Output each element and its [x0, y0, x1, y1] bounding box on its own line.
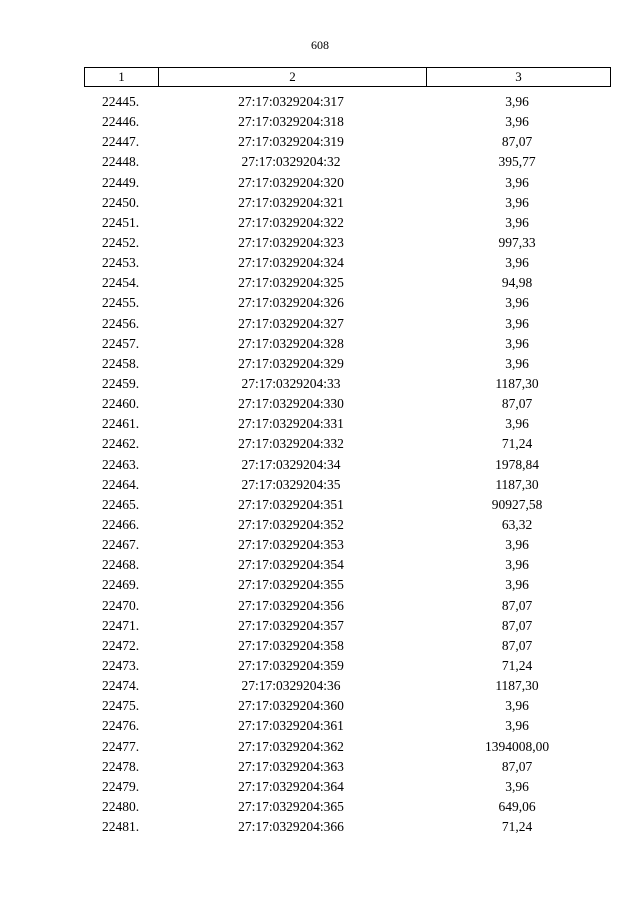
- row-number-cell: 22459.: [101, 376, 140, 392]
- value-cell: 3,96: [505, 718, 529, 734]
- row-number-cell: 22455.: [101, 295, 140, 311]
- cadastral-number-cell: 27:17:0329204:317: [238, 94, 344, 110]
- row-number-cell: 22454.: [101, 275, 140, 291]
- column-header-1: 1: [118, 69, 125, 84]
- table-row: [84, 273, 611, 293]
- value-cell: 1394008,00: [484, 738, 550, 754]
- value-cell: 1187,30: [495, 678, 539, 694]
- row-number-cell: 22461.: [101, 416, 140, 432]
- row-number-cell: 22463.: [101, 456, 140, 472]
- cadastral-number-cell: 27:17:0329204:354: [238, 557, 344, 573]
- cadastral-number-cell: 27:17:0329204:362: [238, 738, 344, 754]
- row-number-cell: 22478.: [101, 758, 140, 774]
- cadastral-number-cell: 27:17:0329204:322: [238, 214, 344, 230]
- row-number-cell: 22472.: [101, 637, 140, 653]
- row-number-cell: 22453.: [101, 255, 140, 271]
- table-row: [84, 475, 611, 495]
- cadastral-number-cell: 27:17:0329204:366: [238, 819, 344, 835]
- cadastral-number-cell: 27:17:0329204:325: [238, 275, 344, 291]
- value-cell: 3,96: [505, 94, 529, 110]
- value-cell: 3,96: [505, 335, 529, 351]
- table-row: [84, 173, 611, 193]
- row-number-cell: 22473.: [101, 658, 140, 673]
- row-number-cell: 22458.: [101, 355, 140, 371]
- cadastral-number-cell: 27:17:0329204:33: [241, 376, 341, 392]
- cadastral-number-cell: 27:17:0329204:330: [238, 396, 344, 412]
- table-row: [84, 293, 611, 313]
- row-number-cell: 22470.: [101, 597, 140, 613]
- value-cell: 3,96: [505, 174, 529, 190]
- table-row: [84, 394, 611, 414]
- value-cell: 3,96: [505, 778, 529, 794]
- value-cell: 87,07: [501, 396, 533, 412]
- table-row: [84, 777, 611, 797]
- table-row: [84, 817, 611, 837]
- cadastral-number-cell: 27:17:0329204:328: [238, 335, 344, 351]
- row-number-cell: 22448.: [101, 154, 140, 170]
- row-number-cell: 22466.: [101, 517, 140, 533]
- row-number-cell: 22447.: [101, 134, 140, 150]
- table-row: [84, 676, 611, 696]
- value-cell: 3,96: [505, 355, 529, 371]
- table-row: [84, 716, 611, 736]
- value-cell: 63,32: [501, 517, 533, 533]
- cadastral-number-cell: 27:17:0329204:357: [238, 617, 344, 633]
- table-row: [84, 193, 611, 213]
- row-number-cell: 22468.: [101, 557, 140, 573]
- value-cell: 87,07: [501, 617, 533, 633]
- table-row: [84, 314, 611, 334]
- table-row: [84, 515, 611, 535]
- table-row: [84, 535, 611, 555]
- value-cell: 3,96: [505, 577, 529, 593]
- column-header-2: 2: [158, 68, 426, 86]
- cadastral-number-cell: 27:17:0329204:36: [241, 678, 341, 694]
- cadastral-number-cell: 27:17:0329204:352: [238, 517, 344, 533]
- cadastral-number-cell: 27:17:0329204:324: [238, 255, 344, 271]
- table-row: [84, 414, 611, 434]
- value-cell: 1978,84: [495, 456, 539, 472]
- value-cell: 71,24: [501, 436, 533, 452]
- cadastral-number-cell: 27:17:0329204:353: [238, 537, 344, 553]
- table-row: [84, 797, 611, 817]
- value-cell: 997,33: [498, 235, 536, 251]
- table-row: [84, 213, 611, 233]
- cadastral-number-cell: 27:17:0329204:365: [238, 798, 344, 814]
- table-row: [84, 616, 611, 636]
- row-number-cell: 22469.: [101, 577, 140, 593]
- cadastral-number-cell: 27:17:0329204:332: [238, 436, 344, 452]
- cadastral-number-cell: 27:17:0329204:358: [238, 637, 344, 653]
- table-row: [84, 575, 611, 595]
- table-row: [84, 152, 611, 172]
- row-number-cell: 22474.: [101, 678, 140, 694]
- cadastral-number-cell: 27:17:0329204:327: [238, 315, 344, 331]
- cadastral-number-cell: 27:17:0329204:360: [238, 698, 344, 714]
- row-number-cell: 22460.: [101, 396, 140, 412]
- value-cell: 87,07: [501, 637, 533, 653]
- table-row: [84, 696, 611, 716]
- table-row: [84, 132, 611, 152]
- cadastral-number-cell: 27:17:0329204:355: [238, 577, 344, 593]
- table-row: [84, 495, 611, 515]
- column-header-3: 3: [426, 68, 610, 86]
- cadastral-number-cell: 27:17:0329204:331: [238, 416, 344, 432]
- row-number-cell: 22476.: [101, 718, 140, 734]
- table-row: [84, 354, 611, 374]
- value-cell: 395,77: [498, 154, 536, 170]
- row-number-cell: 22457.: [101, 335, 140, 351]
- table-row: [84, 455, 611, 475]
- row-number-cell: 22481.: [101, 819, 140, 835]
- cadastral-number-cell: 27:17:0329204:361: [238, 718, 344, 734]
- value-cell: 1187,30: [495, 376, 539, 392]
- row-number-cell: 22445.: [101, 94, 140, 110]
- row-number-cell: 22467.: [101, 537, 140, 553]
- cadastral-number-cell: 27:17:0329204:359: [238, 658, 344, 673]
- row-number-cell: 22451.: [101, 214, 140, 230]
- value-cell: 3,96: [505, 295, 529, 311]
- row-number-cell: 22456.: [101, 315, 140, 331]
- cadastral-number-cell: 27:17:0329204:323: [238, 235, 344, 251]
- value-cell: 3,96: [505, 315, 529, 331]
- row-number-cell: 22465.: [101, 496, 140, 512]
- value-cell: 3,96: [505, 194, 529, 210]
- table-row: [84, 374, 611, 394]
- table-row: [84, 434, 611, 454]
- row-number-cell: 22471.: [101, 617, 140, 633]
- cadastral-number-cell: 27:17:0329204:32: [241, 154, 341, 170]
- cadastral-number-cell: 27:17:0329204:363: [238, 758, 344, 774]
- value-cell: 3,96: [505, 416, 529, 432]
- value-cell: 1187,30: [495, 476, 539, 492]
- table-row: [84, 92, 611, 112]
- table-body: [84, 92, 611, 837]
- value-cell: 3,96: [505, 698, 529, 714]
- value-cell: 87,07: [501, 758, 533, 774]
- table-row: [84, 334, 611, 354]
- value-cell: 649,06: [498, 798, 536, 814]
- row-number-cell: 22462.: [101, 436, 140, 452]
- row-number-cell: 22464.: [101, 476, 140, 492]
- data-table: [84, 67, 611, 837]
- table-row: [84, 112, 611, 132]
- cadastral-number-cell: 27:17:0329204:318: [238, 114, 344, 130]
- row-number-cell: 22446.: [101, 114, 140, 130]
- table-header-row: [84, 67, 611, 87]
- cadastral-number-cell: 27:17:0329204:319: [238, 134, 344, 150]
- value-cell: 71,24: [501, 658, 533, 673]
- table-row: [84, 636, 611, 656]
- row-number-cell: 22452.: [101, 235, 140, 251]
- value-cell: 3,96: [505, 557, 529, 573]
- cadastral-number-cell: 27:17:0329204:35: [241, 476, 341, 492]
- page-number: 608: [311, 38, 329, 52]
- value-cell: 94,98: [501, 275, 533, 291]
- table-row: [84, 596, 611, 616]
- cadastral-number-cell: 27:17:0329204:356: [238, 597, 344, 613]
- cadastral-number-cell: 27:17:0329204:326: [238, 295, 344, 311]
- value-cell: 3,96: [505, 537, 529, 553]
- table-row: [84, 737, 611, 757]
- value-cell: 71,24: [501, 819, 533, 835]
- table-row: [84, 555, 611, 575]
- value-cell: 3,96: [505, 114, 529, 130]
- value-cell: 87,07: [501, 597, 533, 613]
- cadastral-number-cell: 27:17:0329204:351: [238, 496, 344, 512]
- cadastral-number-cell: 27:17:0329204:329: [238, 355, 344, 371]
- row-number-cell: 22475.: [101, 698, 140, 714]
- cadastral-number-cell: 27:17:0329204:34: [241, 456, 341, 472]
- table-row: [84, 253, 611, 273]
- value-cell: 3,96: [505, 255, 529, 271]
- table-row: [84, 656, 611, 676]
- row-number-cell: 22479.: [101, 778, 140, 794]
- cadastral-number-cell: 27:17:0329204:320: [238, 174, 344, 190]
- value-cell: 87,07: [501, 134, 533, 150]
- row-number-cell: 22480.: [101, 798, 140, 814]
- value-cell: 90927,58: [491, 496, 543, 512]
- row-number-cell: 22449.: [101, 174, 140, 190]
- cadastral-number-cell: 27:17:0329204:321: [238, 194, 344, 210]
- table-row: [84, 233, 611, 253]
- value-cell: 3,96: [505, 214, 529, 230]
- table-row: [84, 757, 611, 777]
- row-number-cell: 22450.: [101, 194, 140, 210]
- row-number-cell: 22477.: [101, 738, 140, 754]
- cadastral-number-cell: 27:17:0329204:364: [238, 778, 344, 794]
